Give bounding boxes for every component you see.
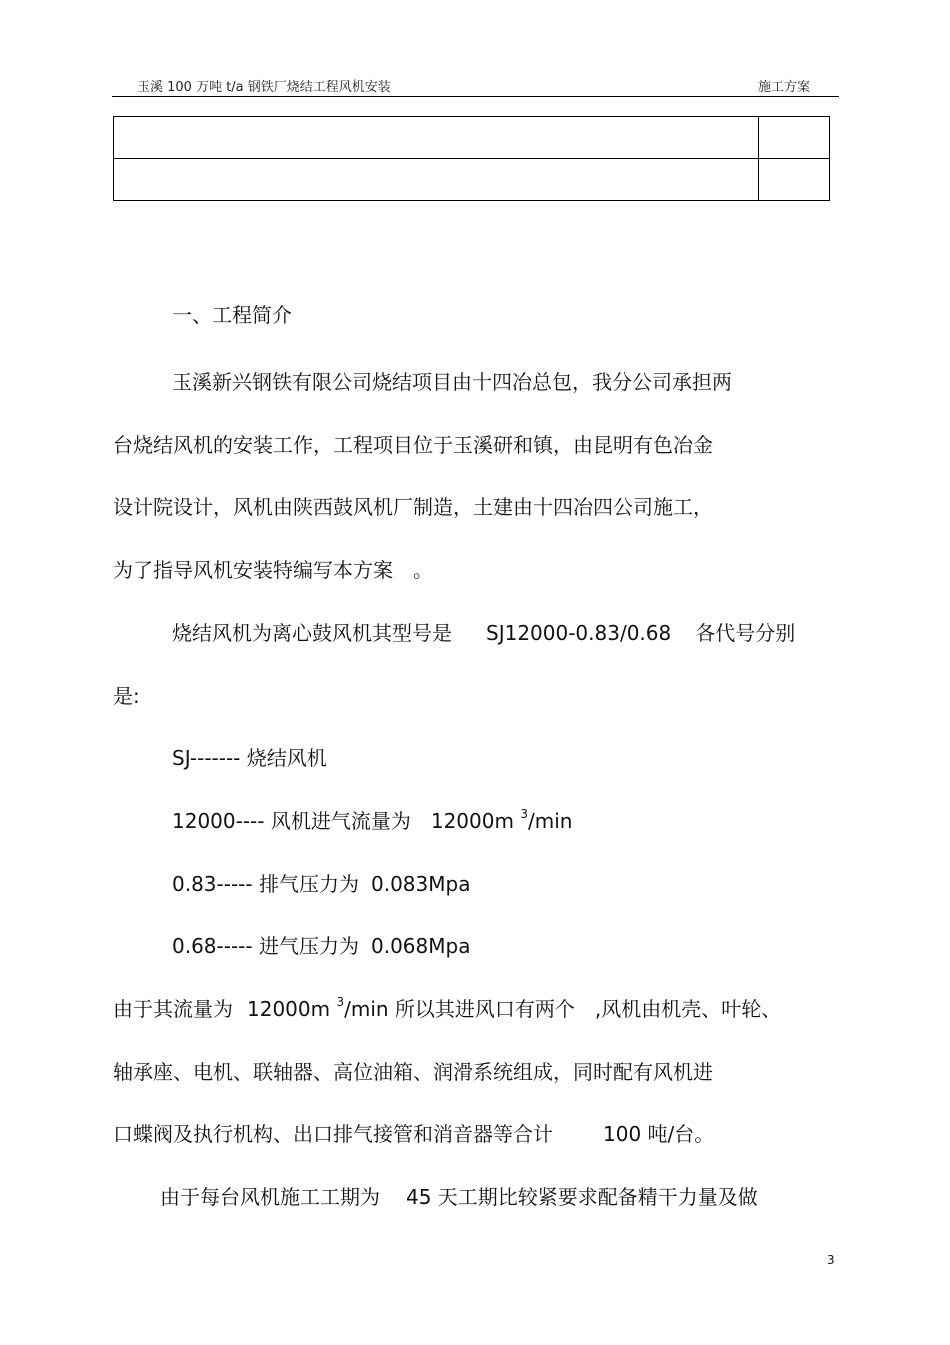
code-label: 0.68----- <box>172 934 253 958</box>
model-tail: 各代号分别 <box>695 621 796 645</box>
code-item <box>172 807 573 833</box>
code-desc: 风机进气流量为 <box>270 809 411 833</box>
table-cell <box>759 117 830 159</box>
text-span: 由于其流量为 <box>113 997 233 1021</box>
table-row <box>114 159 830 201</box>
paragraph-line <box>113 995 782 1021</box>
section-title: 一、工程简介 <box>172 303 292 327</box>
code-item <box>172 748 327 768</box>
table-row <box>114 117 830 159</box>
blank-table <box>113 116 830 201</box>
code-label: 12000---- <box>172 809 265 833</box>
code-unit: /min <box>527 809 573 833</box>
header-doc-type: 施工方案 <box>757 80 810 95</box>
code-label: 0.83----- <box>172 872 253 896</box>
table-cell <box>114 159 759 201</box>
paragraph-line: 玉溪新兴钢铁有限公司烧结项目由十四冶总包，我分公司承担两 <box>172 370 732 394</box>
text-span: 口蝶阀及执行机构、出口排气接管和消音器等合计 <box>113 1122 553 1146</box>
model-number: SJ12000-0.83/0.68 <box>486 621 672 645</box>
table-cell <box>114 117 759 159</box>
paragraph-line: 设计院设计，风机由陕西鼓风机厂制造，土建由十四冶四公司施工， <box>113 495 713 519</box>
weight-value: 100 吨/台。 <box>603 1122 715 1146</box>
code-value: 12000m <box>430 809 514 833</box>
code-item <box>172 874 470 894</box>
text-span: ,风机由机壳、叶轮、 <box>594 997 782 1021</box>
flow-value: 12000m <box>247 997 331 1021</box>
text-span: /min 所以其进风口有两个 <box>344 997 575 1021</box>
code-desc: 烧结风机 <box>246 746 327 770</box>
paragraph-line: 为了指导风机安装特编写本方案 。 <box>113 558 433 582</box>
model-intro: 烧结风机为离心鼓风机其型号是 <box>172 621 452 645</box>
text-span: 由于每台风机施工工期为 <box>160 1185 380 1209</box>
table-cell <box>759 159 830 201</box>
paragraph-line <box>160 1187 758 1207</box>
code-desc: 排气压力为 <box>258 872 359 896</box>
code-label: SJ------- <box>172 746 241 770</box>
code-item <box>172 936 470 956</box>
paragraph-line <box>172 623 795 643</box>
header-title: 玉溪 100 万吨 t/a 钢铁厂烧结工程风机安装 <box>137 80 391 95</box>
header-divider <box>112 96 839 97</box>
page-number: 3 <box>827 1253 835 1267</box>
text-span: 45 天工期比较紧要求配备精干力量及做 <box>406 1185 758 1209</box>
superscript: 3 <box>336 995 345 1009</box>
paragraph-line: 是: <box>113 684 140 708</box>
paragraph-line: 轴承座、电机、联轴器、高位油箱、润滑系统组成，同时配有风机进 <box>113 1060 713 1084</box>
superscript: 3 <box>520 807 528 821</box>
code-desc: 进气压力为 <box>258 934 359 958</box>
code-value: 0.068Mpa <box>370 934 471 958</box>
paragraph-line <box>113 1124 714 1144</box>
code-value: 0.083Mpa <box>370 872 471 896</box>
paragraph-line: 台烧结风机的安装工作，工程项目位于玉溪研和镇，由昆明有色冶金 <box>113 433 713 457</box>
